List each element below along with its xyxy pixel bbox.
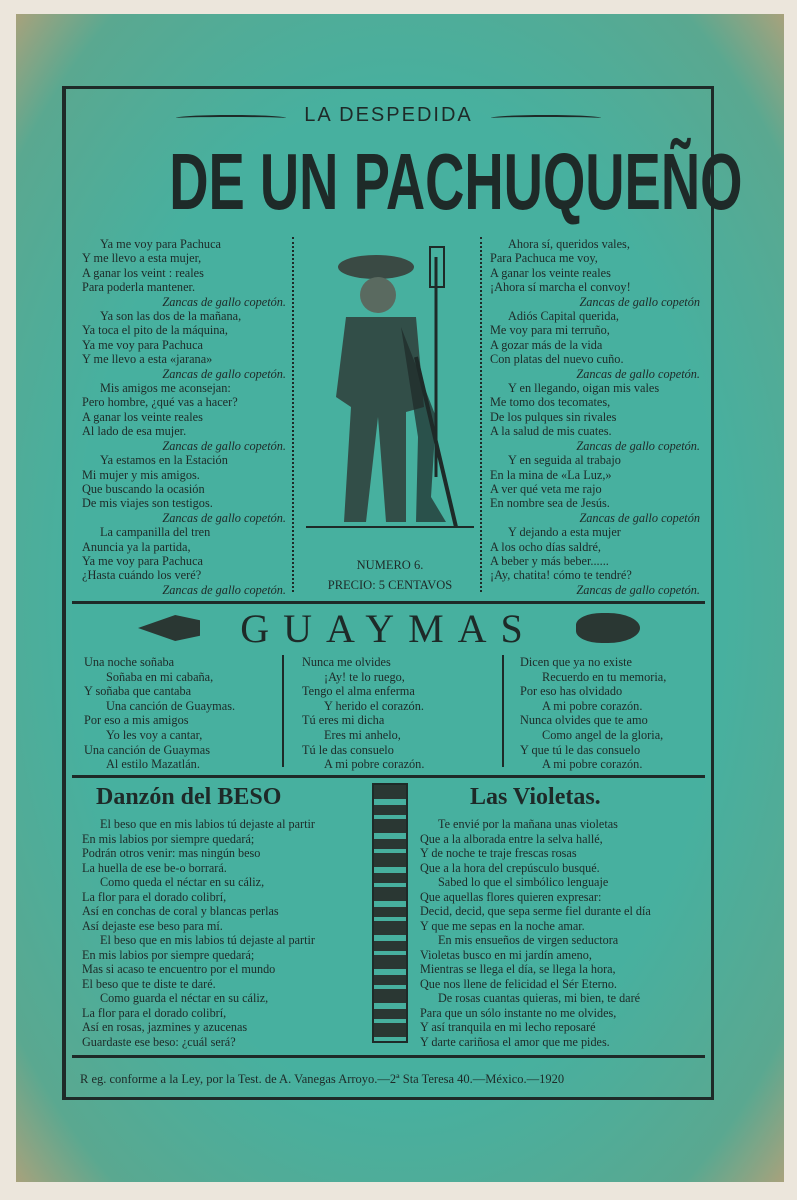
verse-line: Ya son las dos de la mañana, [100,309,242,324]
verse-line: Que aquellas flores quieren expresar: [420,889,602,904]
verse-line: Y me llevo a esta mujer, [82,251,202,266]
verse-line: Para poderla mantener. [82,280,196,295]
verse-line: Soñaba en mi cabaña, [106,669,214,684]
verse-line: Pero hombre, ¿qué vas a hacer? [82,395,238,410]
issue-number: NUMERO 6. [356,558,424,572]
refrain-line: Zancas de gallo copetón [579,294,700,309]
guaymas-title: GUAYMAS [240,606,537,651]
verse-line: A ganar los veinte reales [82,409,203,424]
verse-line: Sabed lo que el simbólico lenguaje [438,875,609,889]
verse-line: Una canción de Guaymas [84,742,210,757]
verse-line: Nunca olvides que te amo [520,713,648,728]
guaymas-column-3 [520,655,666,772]
refrain-line: Zancas de gallo copetón. [576,438,700,453]
verse-line: Ya me voy para Pachuca [82,553,203,568]
verse-line: De rosas cuantas quieras, mi bien, te daré [438,991,641,1005]
guaymas-column-2 [302,655,424,772]
refrain-line: Zancas de gallo copetón. [162,582,286,597]
verse-line: Y en llegando, oigan mis vales [508,381,660,396]
verse-line: La huella de ese be-o borrará. [82,860,227,875]
verse-line: El beso que te diste te daré. [82,976,216,991]
verse-line: Ya me voy para Pachuca [82,337,203,352]
verse-line: A mi pobre corazón. [542,698,643,713]
column-rule [502,655,504,767]
verse-line: Mientras se llega el día, se llega la hora, [420,962,616,976]
verse-line: Ya toca el pito de la máquina, [82,323,228,338]
verse-line: En mis ensueños de virgen seductora [438,933,619,947]
verse-line: Me voy para mi terruño, [490,323,610,338]
refrain-line: Zancas de gallo copetón. [162,438,286,453]
verse-line: Y me llevo a esta «jarana» [82,352,213,367]
divider [72,601,705,604]
verse-line: Que nos llene de felicidad el Sér Eterno. [420,976,617,991]
verse-line: Por eso has olvidado [520,684,623,699]
verse-line: El beso que en mis labios tú dejaste al partir [100,817,315,831]
kicker-title: LA DESPEDIDA [304,104,473,126]
verse-line: En nombre sea de Jesús. [490,496,610,511]
verse-line: Nunca me olvides [302,655,391,669]
verse-line: A mi pobre corazón. [542,757,643,772]
verse-line: A ganar los veinte reales [490,265,611,280]
verse-line: Al lado de esa mujer. [82,424,187,439]
broadside-frame [62,86,743,1100]
price: PRECIO: 5 CENTAVOS [327,578,453,592]
verse-line: Y darte cariñosa el amor que me pides. [420,1034,610,1049]
verse-line: Y dejando a esta mujer [508,525,621,540]
verse-line: Que a la hora del crepúsculo busqué. [420,860,600,875]
verse-line: En la mina de «La Luz,» [490,467,612,482]
verse-line: Tú eres mi dicha [302,713,385,728]
verse-line: Ya me voy para Pachuca [100,237,221,251]
verse-line: Una canción de Guaymas. [106,698,236,713]
column-rule [282,655,284,767]
verse-line: Y que tú le das consuelo [520,742,641,757]
verse-line: Eres mi anhelo, [324,727,401,742]
verse-line: Violetas busco en mi jardín ameno, [420,947,592,962]
verse-line: Y que me sepas en la noche amar. [420,918,585,933]
verse-line: De mis viajes son testigos. [82,496,213,511]
danzon-title: Danzón del BESO [96,784,282,810]
verse-line: En mis labios por siempre quedará; [82,947,255,962]
verse-line: Como queda el néctar en su cáliz, [100,875,265,889]
verse-line: Podrán otros venir: mas ningún beso [82,846,261,860]
verse-line: ¡Ay, chatita! cómo te tendré? [490,568,632,583]
wavy-rule [292,237,298,592]
divider [72,1055,705,1058]
verse-line: Una noche soñaba [84,655,175,669]
refrain-line: Zancas de gallo copetón. [576,582,700,597]
verse-line: A ganar los veint : reales [82,265,204,280]
verse-line: La flor para el dorado colibrí, [82,889,227,904]
verse-line: A los ocho días saldré, [490,539,601,554]
guaymas-column-1 [84,655,235,772]
verse-line: A mi pobre corazón. [324,757,425,772]
verse-line: A gozar más de la vida [490,337,603,352]
verse-line: A beber y más beber...... [490,553,609,568]
verse-line: Y de noche te traje frescas rosas [420,846,577,860]
verse-line: Decid, decid, que sepa serme fiel durante el día [420,904,651,918]
verse-line: Para que un sólo instante no me olvides, [420,1005,617,1020]
verse-line: Dicen que ya no existe [520,655,632,669]
verse-line: Así dejaste ese beso para mí. [82,918,223,933]
verse-line: Y soñaba que cantaba [84,684,192,699]
verse-line: Yo les voy a cantar, [106,727,203,742]
verse-line: ¡Ahora sí marcha el convoy! [490,280,631,295]
verse-line: Me tomo dos tecomates, [490,395,611,410]
verse-line: A la salud de mis cuates. [490,424,612,439]
refrain-line: Zancas de gallo copetón. [162,366,286,381]
verse-line: Así en conchas de coral y blancas perlas [82,904,279,918]
pachuqueno-illustration [306,237,474,537]
verse-line: Con platas del nuevo cuño. [490,352,624,367]
right-verse-column [490,237,704,597]
violetas-lyrics [420,817,651,1049]
verse-line: Tengo el alma enferma [302,684,415,699]
decorative-floral-column [372,783,408,1043]
verse-line: Tú le das consuelo [302,742,394,757]
violetas-title: Las Violetas. [470,784,601,810]
verse-line: ¡Ay! te lo ruego, [324,669,405,684]
verse-line: ¿Hasta cuándo los veré? [82,568,202,583]
verse-line: A ver qué veta me rajo [490,481,602,496]
verse-line: Mi mujer y mis amigos. [82,467,200,482]
publisher-footer: R eg. conforme a la Ley, por la Test. de A. Vanegas Arroyo.—2ª Sta Teresa 40.—México.—1920 [80,1072,565,1086]
verse-line: Y herido el corazón. [324,698,424,713]
main-title: DE UN PACHUQUEÑO [169,137,743,226]
danzon-lyrics [82,817,315,1049]
left-verse-column [82,237,290,597]
verse-line: Que a la alborada entre la selva hallé, [420,831,603,846]
verse-line: Ahora sí, queridos vales, [508,237,630,251]
verse-line: Mas si acaso te encuentro por el mundo [82,962,276,976]
verse-line: La flor para el dorado colibrí, [82,1005,227,1020]
refrain-line: Zancas de gallo copetón. [576,366,700,381]
verse-line: Ya estamos en la Estación [100,453,228,468]
refrain-line: Zancas de gallo copetón. [162,294,286,309]
verse-line: Recuerdo en tu memoria, [542,669,667,684]
verse-line: El beso que en mis labios tú dejaste al partir [100,933,315,947]
verse-line: Mis amigos me aconsejan: [100,381,231,396]
verse-line: Que buscando la ocasión [82,481,205,496]
verse-line: Y en seguida al trabajo [508,453,621,468]
refrain-line: Zancas de gallo copetón. [162,510,286,525]
refrain-line: Zancas de gallo copetón [579,510,700,525]
verse-line: Como angel de la gloria, [542,727,664,742]
verse-line: Te envié por la mañana unas violetas [438,817,618,831]
verse-line: Guardaste ese beso: ¿cuál será? [82,1034,236,1049]
wavy-rule [480,237,486,592]
verse-line: Como guarda el néctar en su cáliz, [100,991,269,1005]
verse-line: En mis labios por siempre quedará; [82,831,255,846]
verse-line: Para Pachuca me voy, [490,251,598,266]
verse-line: Por eso a mis amigos [84,713,189,728]
vase-ornament-right [576,613,640,643]
verse-line: Así en rosas, jazmines y azucenas [82,1020,248,1034]
verse-line: La campanilla del tren [100,525,211,540]
verse-line: Al estilo Mazatlán. [106,757,200,772]
verse-line: Y así tranquila en mi lecho reposaré [420,1020,596,1034]
verse-line: Anuncia ya la partida, [82,539,191,554]
verse-line: Adiós Capital querida, [508,309,619,324]
verse-line: De los pulques sin rivales [490,409,617,424]
divider [72,775,705,778]
